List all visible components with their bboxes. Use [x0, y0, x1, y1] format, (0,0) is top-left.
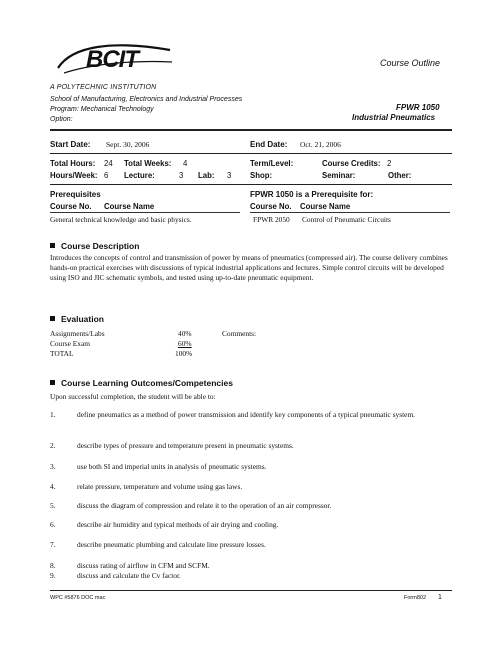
outcome-number: 2. [50, 441, 56, 450]
eval-row-value: 100% [175, 349, 193, 358]
section-bullet-icon [50, 316, 55, 321]
outcomes-heading [50, 378, 233, 388]
hours-week-value: 6 [104, 171, 109, 180]
outcome-text: discuss the diagram of compression and relate it to the operation of an air compressor. [77, 501, 332, 510]
prereq-for-col-no: Course No. [250, 202, 292, 211]
prereq-for-row-no: FPWR 2050 [253, 215, 290, 224]
start-date-label: Start Date: [50, 140, 91, 149]
course-description-text: Introduces the concepts of control and transmission of power by means of pneumatics (compressed air). The course delivery combines hands-on practical exercises with discussions of typical industrial applications and lectures. Simple control circuits will be developed using ISO and JIC schematic symbols, and tested using up-to-date pneumatic equipment. [50, 253, 448, 282]
footer-rule [50, 590, 452, 591]
lab-value: 3 [227, 171, 232, 180]
outcome-number: 3. [50, 462, 56, 471]
total-hours-label: Total Hours: [50, 159, 96, 168]
start-date-value: Sept. 30, 2006 [106, 140, 150, 149]
outcome-number: 5. [50, 501, 56, 510]
outcome-text: describe air humidity and typical methods of air drying and cooling. [77, 520, 279, 529]
logo-text: BCIT [86, 46, 138, 73]
lecture-label: Lecture: [124, 171, 155, 180]
prereq-for-col-rule [250, 212, 450, 213]
prereq-row: General technical knowledge and basic physics. [50, 215, 192, 224]
program-name: Program: Mechanical Technology [50, 106, 154, 113]
seminar-label: Seminar: [322, 171, 356, 180]
outcome-text: relate pressure, temperature and volume using gas laws. [77, 482, 243, 491]
prereq-col-no: Course No. [50, 202, 92, 211]
outcome-number: 8. [50, 561, 56, 570]
prereq-title: Prerequisites [50, 190, 101, 199]
course-code: FPWR 1050 [396, 103, 440, 112]
end-date-label: End Date: [250, 140, 288, 149]
outcome-text: describe types of pressure and temperature present in pneumatic systems. [77, 441, 294, 450]
eval-row-value: 40% [178, 329, 192, 338]
bcit-logo [52, 40, 182, 82]
outcome-text: define pneumatics as a method of power transmission and identify key components of a typical pneumatic system. [77, 410, 416, 419]
course-credits-value: 2 [387, 159, 392, 168]
prereq-for-row-name: Control of Pneumatic Circuits [302, 215, 391, 224]
total-weeks-label: Total Weeks: [124, 159, 172, 168]
outcome-number: 1. [50, 410, 56, 419]
outcomes-intro: Upon successful completion, the student will be able to: [50, 392, 216, 401]
section-bullet-icon [50, 380, 55, 385]
outcome-text: discuss rating of airflow in CFM and SCFM. [77, 561, 210, 570]
eval-row-value: 60% [178, 339, 192, 348]
header-rule [50, 129, 452, 131]
doc-type: Course Outline [380, 58, 441, 68]
prereq-for-col-name: Course Name [300, 202, 351, 211]
eval-row-label: Course Exam [50, 339, 91, 348]
outcome-number: 6. [50, 520, 56, 529]
shop-label: Shop: [250, 171, 273, 180]
course-credits-label: Course Credits: [322, 159, 381, 168]
outcome-number: 9. [50, 571, 56, 580]
end-date-value: Oct. 21, 2006 [300, 140, 341, 149]
other-label: Other: [388, 171, 412, 180]
page-number: 1 [438, 594, 442, 601]
prereq-col-name: Course Name [104, 202, 155, 211]
info-rule-2 [50, 184, 452, 185]
eval-row-label: Assignments/Labs [50, 329, 105, 338]
lab-label: Lab: [198, 171, 215, 180]
total-hours-value: 24 [104, 159, 113, 168]
outcome-number: 7. [50, 540, 56, 549]
total-weeks-value: 4 [183, 159, 188, 168]
footer-file-ref: WPC #5876 DOC mac [50, 595, 106, 601]
outcome-number: 4. [50, 482, 56, 491]
eval-row-label: TOTAL [50, 349, 74, 358]
tagline: A POLYTECHNIC INSTITUTION [50, 84, 157, 91]
info-rule [50, 153, 452, 154]
outcome-text: discuss and calculate the Cv factor. [77, 571, 181, 580]
term-level-label: Term/Level: [250, 159, 294, 168]
outcome-text: use both SI and imperial units in analysis of pneumatic systems. [77, 462, 267, 471]
evaluation-heading-text: Evaluation [61, 314, 104, 324]
school-name: School of Manufacturing, Electronics and Industrial Processes [50, 96, 243, 103]
outcomes-heading-text: Course Learning Outcomes/Competencies [61, 378, 233, 388]
outcome-text: describe pneumatic plumbing and calculate line pressure losses. [77, 540, 266, 549]
lecture-value: 3 [179, 171, 184, 180]
eval-comments-label: Comments: [222, 329, 257, 338]
prereq-col-rule [50, 212, 240, 213]
section-bullet-icon [50, 243, 55, 248]
hours-week-label: Hours/Week: [50, 171, 98, 180]
option-label: Option: [50, 116, 73, 123]
course-description-heading-text: Course Description [61, 241, 140, 251]
prereq-for-title: FPWR 1050 is a Prerequisite for: [250, 190, 374, 199]
course-title: Industrial Pneumatics [352, 113, 436, 122]
footer-form-number: Form802 [404, 595, 427, 601]
course-description-heading [50, 241, 139, 251]
evaluation-heading [50, 314, 104, 324]
